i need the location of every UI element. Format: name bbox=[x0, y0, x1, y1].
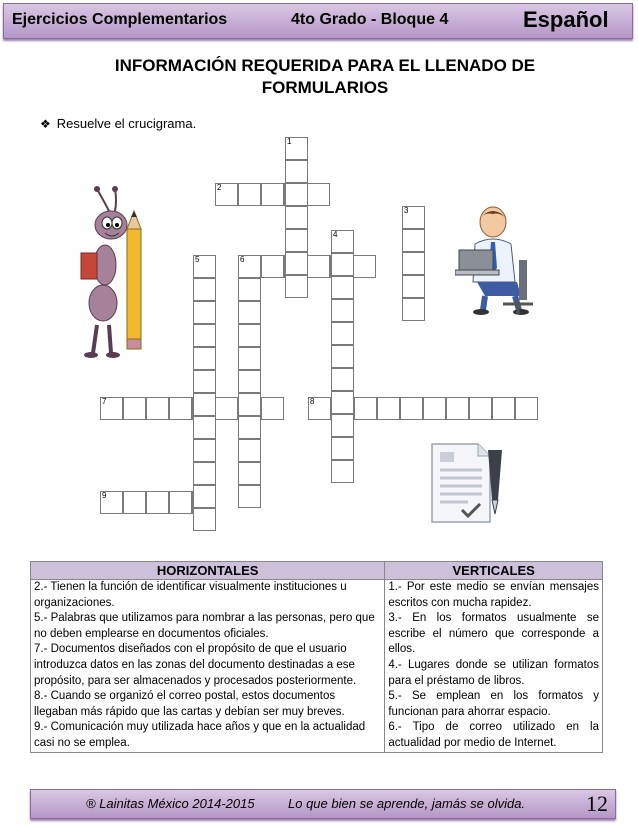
clue-v3: 3.- En los formatos usualmente se escribe el número que corresponde a ellos. bbox=[388, 612, 599, 656]
crossword-cell[interactable] bbox=[123, 491, 146, 514]
header-subject: Español bbox=[523, 7, 609, 32]
instruction-text: Resuelve el crucigrama. bbox=[56, 116, 197, 131]
clues-header-row bbox=[31, 562, 603, 580]
crossword-cell[interactable] bbox=[446, 397, 469, 420]
footer-slogan: Lo que bien se aprende, jamás se olvida. bbox=[288, 796, 526, 811]
crossword-cell[interactable] bbox=[492, 397, 515, 420]
crossword-cell[interactable] bbox=[402, 229, 425, 252]
crossword-cell[interactable] bbox=[331, 253, 354, 276]
crossword-number-2: 2 bbox=[217, 183, 222, 192]
crossword-cell[interactable] bbox=[169, 397, 192, 420]
clue-v4: 4.- Lugares donde se utilizan formatos para el préstamo de libros. bbox=[388, 658, 599, 687]
crossword-cell[interactable] bbox=[285, 252, 308, 275]
crossword-cell[interactable] bbox=[331, 368, 354, 391]
footer-bar bbox=[30, 789, 616, 819]
diamond-bullet-icon: ❖ bbox=[40, 117, 51, 131]
crossword-cell[interactable] bbox=[402, 298, 425, 321]
clue-v5: 5.- Se emplean en los formatos y funcionan para ahorrar espacio. bbox=[388, 690, 599, 718]
footer-copyright: ® Lainitas México 2014-2015 bbox=[86, 796, 255, 811]
crossword-cell[interactable] bbox=[238, 183, 261, 206]
crossword-cell[interactable] bbox=[331, 414, 354, 437]
crossword-cell[interactable] bbox=[193, 278, 216, 301]
ant-with-pencil-illustration bbox=[75, 185, 155, 365]
crossword-cell[interactable] bbox=[331, 276, 354, 299]
crossword-cell[interactable] bbox=[215, 397, 238, 420]
crossword-number-8: 8 bbox=[310, 397, 315, 406]
clues-body-row bbox=[31, 580, 603, 753]
header-bar bbox=[3, 3, 633, 39]
clue-v6: 6.- Tipo de correo utilizado en la actualidad por medio de Internet. bbox=[388, 721, 599, 749]
crossword-cell[interactable] bbox=[238, 324, 261, 347]
man-at-laptop-illustration bbox=[455, 204, 545, 319]
horizontal-header: HORIZONTALES bbox=[31, 562, 385, 580]
crossword-cell[interactable] bbox=[353, 255, 376, 278]
crossword-cell[interactable] bbox=[400, 397, 423, 420]
crossword-cell[interactable] bbox=[285, 183, 308, 206]
crossword-cell[interactable] bbox=[285, 206, 308, 229]
crossword-cell[interactable] bbox=[193, 370, 216, 393]
clue-h2: 2.- Tienen la función de identificar visualmente instituciones u organizaciones. bbox=[34, 581, 347, 609]
crossword-cell[interactable] bbox=[238, 278, 261, 301]
crossword-cell[interactable] bbox=[193, 347, 216, 370]
crossword-cell[interactable] bbox=[331, 322, 354, 345]
crossword-cell[interactable] bbox=[238, 416, 261, 439]
header-left: Ejercicios Complementarios bbox=[12, 11, 228, 28]
crossword-number-7: 7 bbox=[102, 397, 107, 406]
crossword-cell[interactable] bbox=[193, 508, 216, 531]
crossword-cell[interactable] bbox=[238, 485, 261, 508]
crossword-number-9: 9 bbox=[102, 491, 107, 500]
crossword-cell[interactable] bbox=[193, 416, 216, 439]
crossword-cell[interactable] bbox=[285, 275, 308, 298]
crossword-cell[interactable] bbox=[331, 391, 354, 414]
clue-h7: 7.- Documentos diseñados con el propósito de que el usuario introduzca datos en las zonas del documento destinadas a ese propósito, para ser almacenados y procesados posteriormente. bbox=[34, 643, 357, 687]
crossword-cell[interactable] bbox=[261, 397, 284, 420]
crossword-cell[interactable] bbox=[402, 252, 425, 275]
crossword-cell[interactable] bbox=[261, 255, 284, 278]
crossword-cell[interactable] bbox=[238, 393, 261, 416]
clue-h5: 5.- Palabras que utilizamos para nombrar a las personas, pero que no deben emplearse en documentos oficiales. bbox=[34, 612, 375, 640]
page-title: INFORMACIÓN REQUERIDA PARA EL LLENADO DE FORMULARIOS bbox=[114, 56, 536, 97]
instruction bbox=[40, 116, 196, 131]
clue-h8: 8.- Cuando se organizó el correo postal, estos documentos llegaban más rápido que las cartas y debían ser muy breves. bbox=[34, 690, 345, 718]
crossword-cell[interactable] bbox=[238, 370, 261, 393]
clue-v1: 1.- Por este medio se envían mensajes escritos con mucha rapidez. bbox=[388, 581, 599, 609]
horizontal-clues bbox=[31, 580, 385, 753]
crossword-number-4: 4 bbox=[333, 230, 338, 239]
crossword-cell[interactable] bbox=[193, 324, 216, 347]
crossword-cell[interactable] bbox=[238, 301, 261, 324]
crossword-cell[interactable] bbox=[261, 183, 284, 206]
crossword-cell[interactable] bbox=[307, 183, 330, 206]
crossword-cell[interactable] bbox=[515, 397, 538, 420]
crossword-number-3: 3 bbox=[404, 206, 409, 215]
clues-table bbox=[30, 561, 603, 753]
crossword-cell[interactable] bbox=[331, 345, 354, 368]
crossword-cell[interactable] bbox=[193, 462, 216, 485]
crossword-cell[interactable] bbox=[193, 439, 216, 462]
crossword-cell[interactable] bbox=[238, 462, 261, 485]
crossword-cell[interactable] bbox=[331, 299, 354, 322]
crossword-number-1: 1 bbox=[287, 137, 292, 146]
crossword-number-6: 6 bbox=[240, 255, 245, 264]
crossword-cell[interactable] bbox=[238, 347, 261, 370]
crossword-cell[interactable] bbox=[423, 397, 446, 420]
vertical-clues bbox=[385, 580, 603, 753]
crossword-cell[interactable] bbox=[285, 229, 308, 252]
crossword-number-5: 5 bbox=[195, 255, 200, 264]
crossword-cell[interactable] bbox=[169, 491, 192, 514]
crossword-cell[interactable] bbox=[146, 397, 169, 420]
crossword-cell[interactable] bbox=[331, 437, 354, 460]
clue-h9: 9.- Comunicación muy utilizada hace años y que en la actualidad casi no se emplea. bbox=[34, 721, 366, 749]
header-grade: 4to Grado - Bloque 4 bbox=[291, 11, 449, 28]
crossword-cell[interactable] bbox=[285, 160, 308, 183]
page-number: 12 bbox=[586, 791, 608, 816]
crossword-cell[interactable] bbox=[469, 397, 492, 420]
crossword-cell[interactable] bbox=[377, 397, 400, 420]
crossword-cell[interactable] bbox=[123, 397, 146, 420]
crossword-cell[interactable] bbox=[193, 301, 216, 324]
vertical-header: VERTICALES bbox=[385, 562, 603, 580]
form-document-icon bbox=[428, 440, 508, 525]
crossword-cell[interactable] bbox=[238, 439, 261, 462]
crossword-cell[interactable] bbox=[193, 485, 216, 508]
crossword-cell[interactable] bbox=[146, 491, 169, 514]
crossword-cell[interactable] bbox=[354, 397, 377, 420]
crossword-cell[interactable] bbox=[193, 393, 216, 416]
crossword-cell[interactable] bbox=[307, 255, 330, 278]
crossword-cell[interactable] bbox=[331, 460, 354, 483]
crossword-cell[interactable] bbox=[402, 275, 425, 298]
